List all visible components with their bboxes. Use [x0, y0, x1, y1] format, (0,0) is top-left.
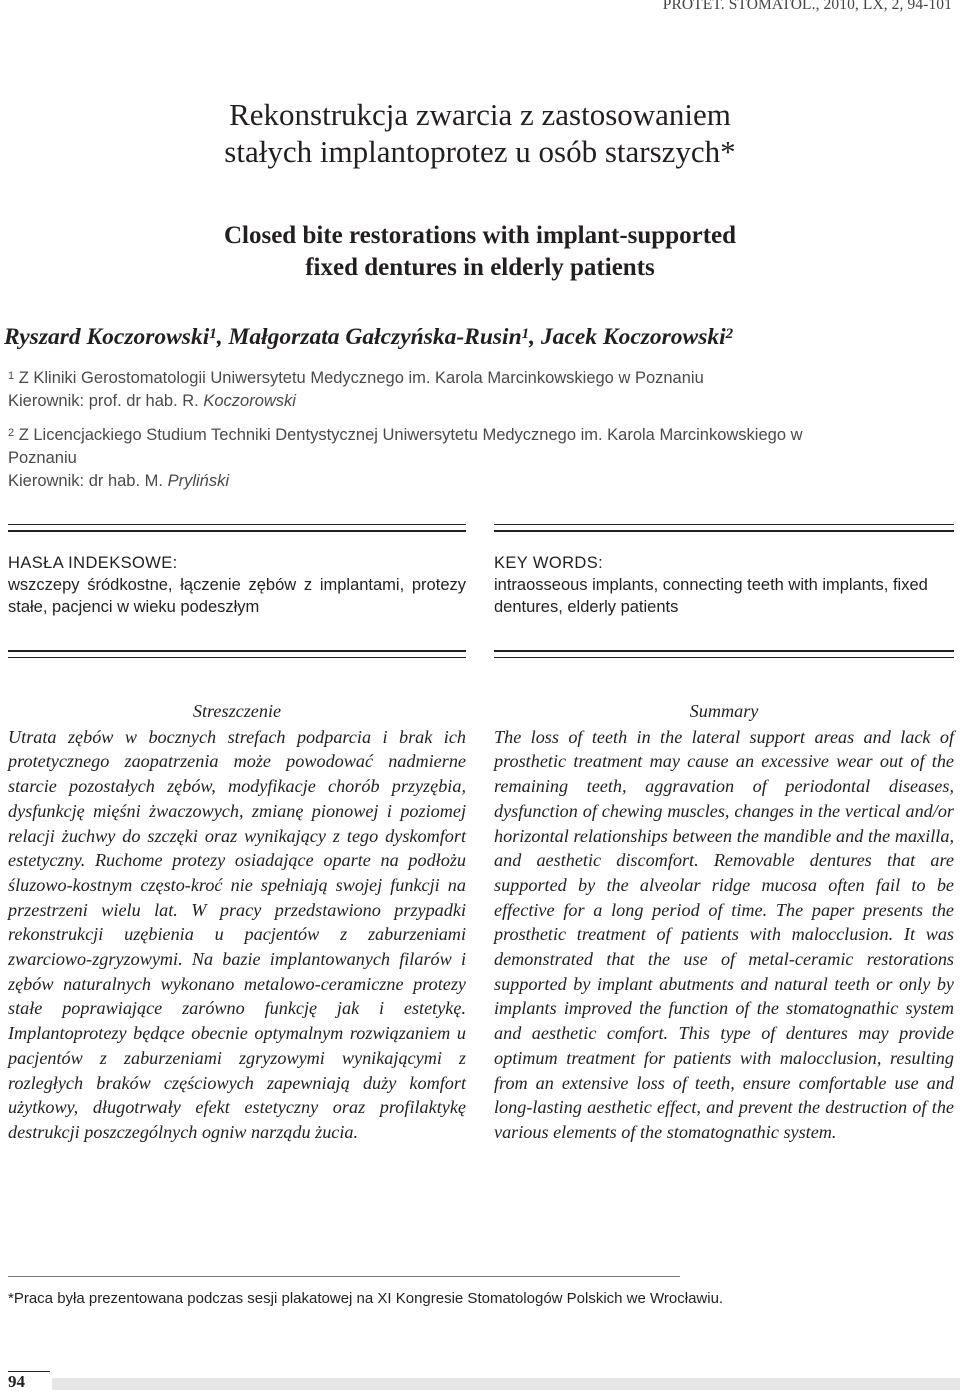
keywords-polish-text: wszczepy śródkostne, łączenie zębów z implantami, protezy stałe, pacjenci w wieku podeszłym [8, 576, 466, 616]
keywords-bottom-rule-right [494, 650, 954, 652]
affiliation-1 [8, 367, 952, 413]
abstract-english-heading: Summary [689, 701, 759, 721]
abstract-english [494, 699, 954, 1145]
affiliation-text: Z Licencjackiego Studium Techniki Dentystycznej Uniwersytetu Medycznego im. Karola Marcinkowskiego w [18, 426, 803, 444]
page-footer-strip [52, 1378, 960, 1390]
abstract-polish [8, 699, 466, 1145]
keywords-top-rule-right-2 [494, 530, 954, 532]
keywords-bottom-rule-left [8, 650, 466, 652]
affiliation-text-cont: Poznaniu [8, 449, 77, 467]
title-polish-line2: stałych implantoprotez u osób starszych* [224, 134, 736, 169]
abstract-polish-heading: Streszczenie [192, 701, 282, 721]
affiliation-head-surname: Koczorowski [203, 392, 296, 410]
keywords-english [494, 552, 954, 618]
keywords-top-rule-left [8, 524, 466, 525]
affiliation-text: Z Kliniki Gerostomatologii Uniwersytetu Medycznego im. Karola Marcinkowskiego w Poznaniu [18, 369, 704, 387]
author-list: Ryszard Koczorowski$^1$, Małgorzata Gałczyńska-Rusin$^1$, Jacek Koczorowski$^2$ [4, 324, 734, 350]
author-name: Jacek Koczorowski [540, 324, 726, 350]
keywords-bottom-rule-right-2 [494, 657, 954, 658]
affiliation-head-surname: Pryliński [167, 472, 230, 490]
keywords-english-heading: KEY WORDS: [494, 554, 604, 572]
author-affiliation-mark: 2 [725, 326, 734, 342]
title-english-line1: Closed bite restorations with implant-supported [223, 222, 737, 249]
affiliation-2 [8, 424, 952, 493]
abstract-polish-text: Utrata zębów w bocznych strefach podparcia i brak ich protetycznego zaopatrzenia może powodować nadmierne starcie pozostałych zębów, modyfikacje chorób przyzębia, dysfunkcję mięśni żwaczowych, zmianę pionowej i poziomej relacji żuchwy do szczęki oraz wynikający z tego dyskomfort estetyczny. Ruchome protezy osiadające oparte na podłożu śluzowo-kostnym często-kroć nie spełniają swojej funkcji na przestrzeni wielu lat. W pracy przedstawiono przypadki rekonstrukcji uzębienia u pacjentów z zaburzeniami zwarciowo-zgryzowymi. Na bazie implantowanych filarów i zębów naturalnych wykonano metalowo-ceramiczne protezy stałe poprawiające zarówno funkcję jak i estetykę. Implantoprotezy będące obecnie optymalnym rozwiązaniem u pacjentów z zaburzeniami zgryzowymi wynikającymi z rozległych braków częściowych zapewniają duży komfort użytkowy, długotrwały efekt estetyczny oraz profilaktykę destrukcji poszczególnych ogniw narządu żucia. [8, 726, 466, 1142]
keywords-polish-heading: HASŁA INDEKSOWE: [8, 554, 178, 572]
affiliation-number: 1 [8, 370, 15, 382]
affiliation-head: Kierownik: prof. dr hab. R. [8, 392, 199, 410]
author-affiliation-mark: 1 [209, 326, 217, 342]
author-name: Małgorzata Gałczyńska-Rusin [228, 324, 522, 350]
abstract-english-text: The loss of teeth in the lateral support areas and lack of prosthetic treatment may cause an excessive wear out of the remaining teeth, aggravation of periodontal diseases, dysfunction of chewing muscles, changes in the vertical and/or horizontal relationships between the mandible and the maxilla, and aesthetic discomfort. Removable dentures that are supported by the alveolar ridge mucosa often fail to be effective for a long period of time. The paper presents the prosthetic treatment of patients with malocclusion. It was demonstrated that the use of metal-ceramic restorations supported by implant abutments and natural teeth or only by implants improved the function of the stomatognathic system and aesthetic comfort. This type of dentures may provide optimum treatment for patients with malocclusion, resulting from an extensive loss of teeth, ensure comfortable use and long-lasting aesthetic effect, and prevent the destruction of the various elements of the stomatognathic system. [494, 726, 954, 1142]
footnote: *Praca była prezentowana podczas sesji plakatowej na XI Kongresie Stomatologów Polskich we Wrocławiu. [8, 1290, 724, 1307]
title-english-line2: fixed dentures in elderly patients [305, 254, 655, 281]
keywords-bottom-rule-left-2 [8, 657, 466, 658]
affiliation-head: Kierownik: dr hab. M. [8, 472, 163, 490]
footnote-divider [8, 1276, 680, 1277]
title-polish-line1: Rekonstrukcja zwarcia z zastosowaniem [229, 97, 731, 132]
author-affiliation-mark: 1 [521, 326, 530, 342]
page-number: 94 [8, 1372, 25, 1391]
title-english [0, 220, 960, 284]
author-name: Ryszard Koczorowski [4, 324, 210, 350]
keywords-top-rule-left-2 [8, 530, 466, 532]
keywords-english-text: intraosseous implants, connecting teeth with implants, fixed dentures, elderly patients [494, 576, 928, 616]
affiliation-number: 2 [8, 427, 15, 439]
journal-reference: PROTET. STOMATOL., 2010, LX, 2, 94-101 [662, 0, 952, 13]
title-polish [0, 96, 960, 170]
keywords-polish [8, 552, 466, 618]
keywords-top-rule-right [494, 524, 954, 525]
